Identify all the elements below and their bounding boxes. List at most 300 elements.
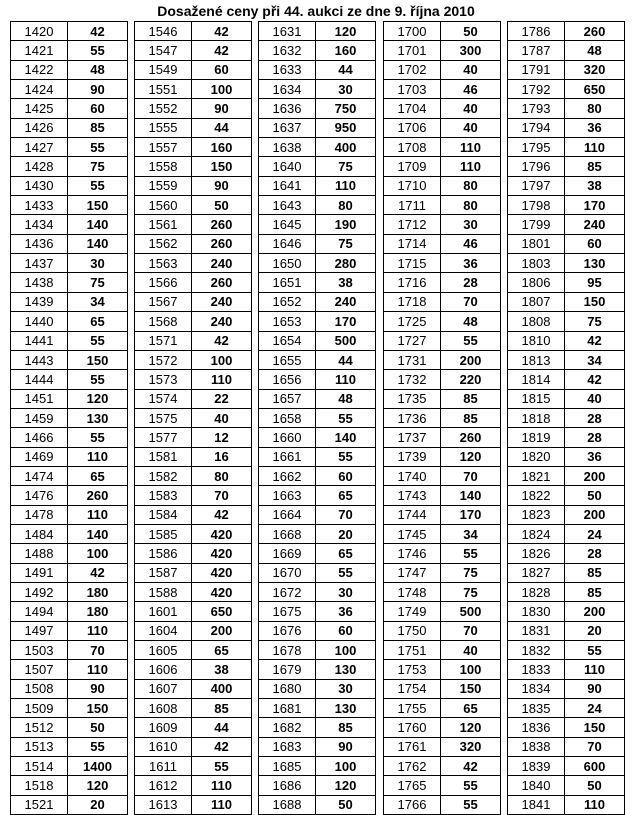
achieved-price: 240 (565, 215, 625, 234)
table-row (11, 737, 128, 756)
lot-number: 1676 (259, 621, 316, 640)
table-row (135, 505, 252, 524)
table-row (259, 776, 376, 795)
achieved-price: 85 (192, 699, 252, 718)
achieved-price: 12 (192, 428, 252, 447)
table-row (135, 699, 252, 718)
table-row (11, 99, 128, 118)
achieved-price: 280 (316, 254, 376, 273)
table-row (259, 331, 376, 350)
table-row (11, 312, 128, 331)
table-row (259, 254, 376, 273)
achieved-price: 55 (441, 795, 501, 814)
table-row (384, 331, 501, 350)
achieved-price: 110 (68, 621, 128, 640)
table-row (259, 563, 376, 582)
lot-number: 1610 (135, 737, 192, 756)
achieved-price: 240 (192, 292, 252, 311)
table-row (135, 660, 252, 679)
achieved-price: 75 (316, 157, 376, 176)
table-row (135, 718, 252, 737)
achieved-price: 48 (316, 389, 376, 408)
table-row (508, 408, 625, 427)
lot-number: 1679 (259, 660, 316, 679)
achieved-price: 55 (68, 176, 128, 195)
achieved-price: 65 (316, 486, 376, 505)
table-row (11, 466, 128, 485)
achieved-price: 55 (316, 408, 376, 427)
achieved-price: 650 (565, 80, 625, 99)
table-row (11, 273, 128, 292)
achieved-price: 400 (192, 679, 252, 698)
table-row (135, 99, 252, 118)
table-row (11, 292, 128, 311)
lot-number: 1513 (11, 737, 68, 756)
lot-number: 1799 (508, 215, 565, 234)
table-row (135, 486, 252, 505)
achieved-price: 38 (316, 273, 376, 292)
table-row (135, 679, 252, 698)
lot-number: 1807 (508, 292, 565, 311)
achieved-price: 220 (441, 370, 501, 389)
lot-number: 1746 (384, 544, 441, 563)
achieved-price: 75 (441, 563, 501, 582)
table-row (384, 641, 501, 660)
lot-number: 1497 (11, 621, 68, 640)
lot-number: 1670 (259, 563, 316, 582)
table-row (384, 370, 501, 389)
table-row (508, 370, 625, 389)
lot-number: 1818 (508, 408, 565, 427)
achieved-price: 130 (316, 660, 376, 679)
achieved-price: 500 (316, 331, 376, 350)
table-row (259, 60, 376, 79)
lot-number: 1793 (508, 99, 565, 118)
lot-number: 1645 (259, 215, 316, 234)
lot-number: 1636 (259, 99, 316, 118)
lot-number: 1509 (11, 699, 68, 718)
lot-number: 1668 (259, 524, 316, 543)
achieved-price: 130 (565, 254, 625, 273)
lot-number: 1638 (259, 138, 316, 157)
achieved-price: 110 (68, 505, 128, 524)
lot-number: 1427 (11, 138, 68, 157)
lot-number: 1675 (259, 602, 316, 621)
achieved-price: 42 (192, 41, 252, 60)
achieved-price: 24 (565, 524, 625, 543)
table-row (508, 602, 625, 621)
achieved-price: 140 (68, 234, 128, 253)
achieved-price: 110 (441, 157, 501, 176)
achieved-price: 100 (316, 641, 376, 660)
lot-number: 1484 (11, 524, 68, 543)
table-row (259, 350, 376, 369)
achieved-price: 55 (68, 331, 128, 350)
lot-number: 1613 (135, 795, 192, 814)
achieved-price: 150 (68, 196, 128, 215)
lot-number: 1440 (11, 312, 68, 331)
achieved-price: 420 (192, 524, 252, 543)
results-column-4 (383, 21, 500, 813)
lot-number: 1827 (508, 563, 565, 582)
lot-number: 1798 (508, 196, 565, 215)
results-table (10, 21, 128, 815)
table-row (135, 234, 252, 253)
achieved-price: 55 (68, 138, 128, 157)
lot-number: 1488 (11, 544, 68, 563)
achieved-price: 55 (68, 428, 128, 447)
achieved-price: 85 (565, 157, 625, 176)
table-row (11, 22, 128, 41)
lot-number: 1459 (11, 408, 68, 427)
achieved-price: 80 (441, 196, 501, 215)
achieved-price: 70 (565, 737, 625, 756)
table-row (384, 215, 501, 234)
achieved-price: 20 (565, 621, 625, 640)
lot-number: 1583 (135, 486, 192, 505)
achieved-price: 75 (565, 312, 625, 331)
achieved-price: 28 (565, 428, 625, 447)
lot-number: 1683 (259, 737, 316, 756)
achieved-price: 65 (68, 466, 128, 485)
table-row (11, 641, 128, 660)
table-row (384, 22, 501, 41)
achieved-price: 34 (441, 524, 501, 543)
achieved-price: 40 (192, 408, 252, 427)
achieved-price: 65 (192, 641, 252, 660)
table-row (259, 99, 376, 118)
achieved-price: 140 (68, 215, 128, 234)
achieved-price: 85 (565, 582, 625, 601)
table-row (259, 505, 376, 524)
achieved-price: 34 (565, 350, 625, 369)
lot-number: 1708 (384, 138, 441, 157)
table-row (508, 757, 625, 776)
table-row (11, 757, 128, 776)
table-row (11, 447, 128, 466)
table-row (384, 176, 501, 195)
table-row (384, 602, 501, 621)
table-row (135, 428, 252, 447)
achieved-price: 70 (441, 621, 501, 640)
lot-number: 1492 (11, 582, 68, 601)
achieved-price: 38 (192, 660, 252, 679)
lot-number: 1508 (11, 679, 68, 698)
lot-number: 1443 (11, 350, 68, 369)
achieved-price: 70 (316, 505, 376, 524)
lot-number: 1656 (259, 370, 316, 389)
table-row (135, 737, 252, 756)
table-row (259, 660, 376, 679)
achieved-price: 50 (441, 22, 501, 41)
table-row (508, 699, 625, 718)
lot-number: 1715 (384, 254, 441, 273)
achieved-price: 85 (565, 563, 625, 582)
table-row (11, 254, 128, 273)
table-row (135, 544, 252, 563)
achieved-price: 36 (316, 602, 376, 621)
achieved-price: 75 (441, 582, 501, 601)
table-row (259, 408, 376, 427)
lot-number: 1765 (384, 776, 441, 795)
lot-number: 1808 (508, 312, 565, 331)
lot-number: 1832 (508, 641, 565, 660)
table-row (11, 582, 128, 601)
table-row (508, 60, 625, 79)
table-row (259, 138, 376, 157)
table-row (384, 80, 501, 99)
lot-number: 1425 (11, 99, 68, 118)
table-row (508, 22, 625, 41)
achieved-price: 24 (565, 699, 625, 718)
lot-number: 1605 (135, 641, 192, 660)
table-row (508, 389, 625, 408)
lot-number: 1712 (384, 215, 441, 234)
table-row (11, 776, 128, 795)
table-row (384, 544, 501, 563)
table-row (508, 660, 625, 679)
table-row (259, 215, 376, 234)
achieved-price: 240 (316, 292, 376, 311)
lot-number: 1814 (508, 370, 565, 389)
lot-number: 1685 (259, 757, 316, 776)
achieved-price: 50 (565, 486, 625, 505)
table-row (259, 679, 376, 698)
table-row (384, 312, 501, 331)
achieved-price: 180 (68, 582, 128, 601)
lot-number: 1611 (135, 757, 192, 776)
lot-number: 1604 (135, 621, 192, 640)
table-row (259, 621, 376, 640)
table-row (384, 41, 501, 60)
lot-number: 1751 (384, 641, 441, 660)
achieved-price: 50 (192, 196, 252, 215)
achieved-price: 170 (316, 312, 376, 331)
achieved-price: 75 (68, 273, 128, 292)
table-row (11, 679, 128, 698)
lot-number: 1546 (135, 22, 192, 41)
achieved-price: 90 (316, 737, 376, 756)
lot-number: 1743 (384, 486, 441, 505)
table-row (135, 292, 252, 311)
lot-number: 1688 (259, 795, 316, 814)
lot-number: 1512 (11, 718, 68, 737)
table-row (508, 41, 625, 60)
achieved-price: 75 (316, 234, 376, 253)
achieved-price: 950 (316, 118, 376, 137)
achieved-price: 130 (68, 408, 128, 427)
table-row (508, 447, 625, 466)
table-row (384, 524, 501, 543)
achieved-price: 44 (192, 718, 252, 737)
achieved-price: 150 (441, 679, 501, 698)
table-row (11, 602, 128, 621)
achieved-price: 240 (192, 254, 252, 273)
table-row (11, 41, 128, 60)
achieved-price: 55 (316, 447, 376, 466)
lot-number: 1731 (384, 350, 441, 369)
table-row (508, 544, 625, 563)
lot-number: 1703 (384, 80, 441, 99)
achieved-price: 50 (316, 795, 376, 814)
lot-number: 1507 (11, 660, 68, 679)
table-row (135, 641, 252, 660)
achieved-price: 70 (441, 292, 501, 311)
table-row (508, 118, 625, 137)
lot-number: 1560 (135, 196, 192, 215)
lot-number: 1574 (135, 389, 192, 408)
achieved-price: 260 (192, 234, 252, 253)
table-row (11, 234, 128, 253)
lot-number: 1711 (384, 196, 441, 215)
table-row (384, 679, 501, 698)
table-row (11, 505, 128, 524)
lot-number: 1828 (508, 582, 565, 601)
achieved-price: 110 (192, 370, 252, 389)
achieved-price: 42 (68, 22, 128, 41)
table-row (259, 273, 376, 292)
lot-number: 1663 (259, 486, 316, 505)
table-row (384, 350, 501, 369)
achieved-price: 420 (192, 544, 252, 563)
achieved-price: 44 (316, 350, 376, 369)
lot-number: 1748 (384, 582, 441, 601)
lot-number: 1588 (135, 582, 192, 601)
achieved-price: 130 (316, 699, 376, 718)
lot-number: 1815 (508, 389, 565, 408)
achieved-price: 42 (441, 757, 501, 776)
table-row (135, 176, 252, 195)
table-row (384, 447, 501, 466)
table-row (508, 563, 625, 582)
achieved-price: 30 (316, 679, 376, 698)
lot-number: 1657 (259, 389, 316, 408)
table-row (384, 389, 501, 408)
achieved-price: 150 (565, 292, 625, 311)
table-row (508, 80, 625, 99)
lot-number: 1701 (384, 41, 441, 60)
table-row (11, 408, 128, 427)
achieved-price: 28 (441, 273, 501, 292)
table-row (135, 60, 252, 79)
lot-number: 1796 (508, 157, 565, 176)
table-row (259, 428, 376, 447)
table-row (508, 273, 625, 292)
achieved-price: 110 (316, 176, 376, 195)
achieved-price: 55 (441, 331, 501, 350)
achieved-price: 400 (316, 138, 376, 157)
achieved-price: 110 (68, 447, 128, 466)
lot-number: 1557 (135, 138, 192, 157)
lot-number: 1634 (259, 80, 316, 99)
table-row (508, 737, 625, 756)
lot-number: 1786 (508, 22, 565, 41)
lot-number: 1654 (259, 331, 316, 350)
lot-number: 1760 (384, 718, 441, 737)
results-table (507, 21, 625, 815)
lot-number: 1428 (11, 157, 68, 176)
lot-number: 1704 (384, 99, 441, 118)
achieved-price: 46 (441, 80, 501, 99)
achieved-price: 120 (68, 389, 128, 408)
lot-number: 1839 (508, 757, 565, 776)
table-row (259, 718, 376, 737)
table-row (11, 60, 128, 79)
lot-number: 1835 (508, 699, 565, 718)
achieved-price: 80 (316, 196, 376, 215)
table-row (259, 157, 376, 176)
achieved-price: 40 (441, 99, 501, 118)
achieved-price: 70 (192, 486, 252, 505)
achieved-price: 110 (565, 138, 625, 157)
achieved-price: 170 (441, 505, 501, 524)
lot-number: 1421 (11, 41, 68, 60)
lot-number: 1806 (508, 273, 565, 292)
table-row (384, 273, 501, 292)
achieved-price: 200 (565, 505, 625, 524)
table-row (384, 621, 501, 640)
results-table (258, 21, 376, 815)
lot-number: 1451 (11, 389, 68, 408)
table-row (135, 215, 252, 234)
table-row (508, 718, 625, 737)
achieved-price: 28 (565, 544, 625, 563)
lot-number: 1609 (135, 718, 192, 737)
table-row (135, 370, 252, 389)
lot-number: 1792 (508, 80, 565, 99)
lot-number: 1740 (384, 466, 441, 485)
achieved-price: 42 (565, 331, 625, 350)
lot-number: 1803 (508, 254, 565, 273)
lot-number: 1631 (259, 22, 316, 41)
lot-number: 1420 (11, 22, 68, 41)
achieved-price: 260 (192, 273, 252, 292)
lot-number: 1761 (384, 737, 441, 756)
achieved-price: 120 (441, 447, 501, 466)
lot-number: 1436 (11, 234, 68, 253)
table-row (384, 699, 501, 718)
lot-number: 1834 (508, 679, 565, 698)
achieved-price: 46 (441, 234, 501, 253)
table-row (508, 679, 625, 698)
achieved-price: 420 (192, 563, 252, 582)
lot-number: 1558 (135, 157, 192, 176)
achieved-price: 42 (192, 737, 252, 756)
achieved-price: 40 (441, 641, 501, 660)
achieved-price: 1400 (68, 757, 128, 776)
lot-number: 1555 (135, 118, 192, 137)
table-row (259, 602, 376, 621)
table-row (11, 621, 128, 640)
lot-number: 1549 (135, 60, 192, 79)
table-row (508, 138, 625, 157)
achieved-price: 70 (441, 466, 501, 485)
table-row (508, 234, 625, 253)
lot-number: 1437 (11, 254, 68, 273)
achieved-price: 36 (565, 118, 625, 137)
table-row (259, 737, 376, 756)
table-row (11, 544, 128, 563)
achieved-price: 42 (565, 370, 625, 389)
table-row (135, 138, 252, 157)
lot-number: 1795 (508, 138, 565, 157)
lot-number: 1633 (259, 60, 316, 79)
achieved-price: 420 (192, 582, 252, 601)
table-row (259, 582, 376, 601)
lot-number: 1577 (135, 428, 192, 447)
lot-number: 1430 (11, 176, 68, 195)
lot-number: 1664 (259, 505, 316, 524)
